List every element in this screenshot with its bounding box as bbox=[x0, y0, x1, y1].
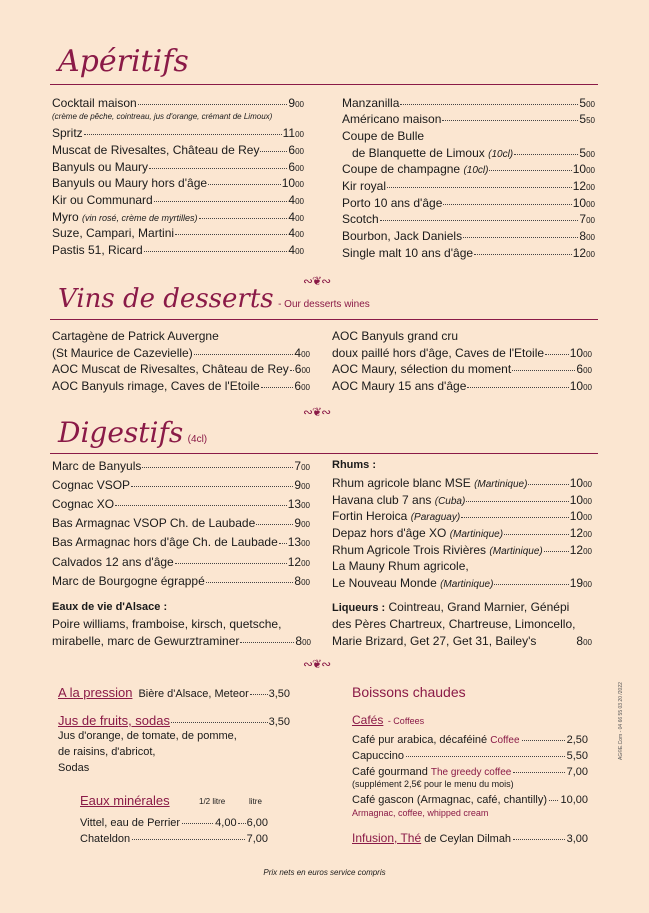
item-cocktail-maison: Cocktail maison 900 bbox=[52, 96, 304, 110]
rhums-title: Rhums : bbox=[332, 459, 376, 471]
item-doux-paille: doux paillé hors d'âge, Caves de l'Etoile 1000 bbox=[332, 346, 592, 360]
item-armagnac-vsop: Bas Armagnac VSOP Ch. de Laubade 900 bbox=[52, 516, 310, 530]
cafes-title: Cafés bbox=[352, 713, 384, 727]
liqueurs-title: Liqueurs : bbox=[332, 602, 386, 614]
cafe-arabica: Café pur arabica, décaféiné Coffee 2,50 bbox=[352, 734, 588, 746]
desserts-rule bbox=[50, 319, 598, 320]
item-st-maurice: (St Maurice de Cazevielle) 400 bbox=[52, 346, 310, 360]
alsace-line-2: mirabelle, marc de Gewurztraminer 800 bbox=[52, 634, 311, 648]
jus-line-1: Jus d'orange, de tomate, de pomme, bbox=[58, 730, 237, 742]
item-aoc-muscat: AOC Muscat de Rivesaltes, Château de Rey 600 bbox=[52, 362, 311, 376]
pression-label: Bière d'Alsace, Meteor bbox=[138, 688, 249, 700]
item-banyuls: Banyuls ou Maury 600 bbox=[52, 160, 304, 174]
desserts-subtitle: - Our desserts wines bbox=[278, 299, 370, 310]
item-kir: Kir ou Communard 400 bbox=[52, 193, 304, 207]
ornament-3: ∾❦∾ bbox=[303, 657, 331, 671]
jus-line-2: de raisins, d'abricot, bbox=[58, 746, 156, 758]
digestifs-title: Digestifs bbox=[58, 416, 184, 449]
item-bourbon: Bourbon, Jack Daniels 800 bbox=[342, 229, 595, 243]
item-porto: Porto 10 ans d'âge 1000 bbox=[342, 196, 595, 210]
aperitifs-rule bbox=[50, 84, 598, 85]
item-champagne: Coupe de champagne (10cl) 1000 bbox=[342, 162, 595, 176]
item-myro: Myro (vin rosé, crème de myrtilles) 400 bbox=[52, 210, 304, 224]
item-cognac-vsop: Cognac VSOP 900 bbox=[52, 478, 310, 492]
item-cognac-xo: Cognac XO 1300 bbox=[52, 497, 310, 511]
liqueurs-line-2: des Pères Chartreux, Chartreuse, Limoncello, bbox=[332, 617, 576, 631]
side-credit: AG©E.Com - 04 66 55 03 20 /2022 bbox=[618, 682, 624, 760]
ornament-2: ∾❦∾ bbox=[303, 405, 331, 419]
pression-dots bbox=[250, 694, 268, 695]
eaux-col-full: litre bbox=[249, 797, 262, 806]
cocktail-note: (crème de pêche, cointreau, jus d'orange, crémant de Limoux) bbox=[52, 112, 273, 121]
item-coupe-bulle: Coupe de Bulle bbox=[342, 129, 425, 143]
item-nouveau-monde: Le Nouveau Monde (Martinique) 1900 bbox=[332, 576, 592, 590]
desserts-title-wrap bbox=[58, 284, 370, 314]
item-banyuls-hors-age: Banyuls ou Maury hors d'âge 1000 bbox=[52, 176, 304, 190]
item-trois-rivieres: Rhum Agricole Trois Rivières (Martinique) 1200 bbox=[332, 543, 592, 557]
item-rhum-mse: Rhum agricole blanc MSE (Martinique) 1000 bbox=[332, 476, 592, 490]
item-aoc-maury: AOC Maury, sélection du moment 600 bbox=[332, 362, 592, 376]
jus-dots bbox=[171, 722, 268, 723]
infusion-row bbox=[352, 831, 588, 845]
alsace-title: Eaux de vie d'Alsace : bbox=[52, 601, 168, 613]
item-spritz: Spritz 1100 bbox=[52, 126, 304, 140]
cafe-capuccino: Capuccino 5,50 bbox=[352, 750, 588, 762]
item-single-malt: Single malt 10 ans d'âge 1200 bbox=[342, 246, 595, 260]
item-depaz: Depaz hors d'âge XO (Martinique) 1200 bbox=[332, 526, 592, 540]
eaux-title: Eaux minérales bbox=[80, 793, 170, 808]
item-kir-royal: Kir royal 1200 bbox=[342, 179, 595, 193]
chaudes-title: Boissons chaudes bbox=[352, 684, 466, 700]
item-scotch: Scotch 700 bbox=[342, 212, 595, 226]
desserts-title: Vins de desserts bbox=[58, 284, 274, 314]
eaux-col-half: 1/2 litre bbox=[199, 797, 226, 806]
item-manzanilla: Manzanilla 500 bbox=[342, 96, 595, 110]
liqueurs-text-1: Cointreau, Grand Marnier, Génépi bbox=[388, 600, 570, 614]
digestifs-title-wrap bbox=[58, 416, 207, 449]
pression-block bbox=[58, 685, 290, 700]
item-americano: Américano maison 550 bbox=[342, 112, 595, 126]
cafes-heading bbox=[352, 711, 424, 729]
item-pastis: Pastis 51, Ricard 400 bbox=[52, 243, 304, 257]
item-la-mauny: La Mauny Rhum agricole, bbox=[332, 559, 469, 573]
digestifs-subtitle: (4cl) bbox=[187, 434, 208, 445]
item-cartagene: Cartagène de Patrick Auvergne bbox=[52, 329, 219, 343]
liqueurs-line-3: Marie Brizard, Get 27, Get 31, Bailey's 800 bbox=[332, 634, 592, 648]
cafe-gourmand: Café gourmand The greedy coffee 7,00 bbox=[352, 766, 588, 778]
aperitifs-title: Apéritifs bbox=[58, 44, 189, 79]
footer-text: Prix nets en euros service compris bbox=[263, 868, 386, 877]
ornament-1: ∾❦∾ bbox=[303, 274, 331, 288]
item-banyuls-grand-cru: AOC Banyuls grand cru bbox=[332, 329, 459, 343]
item-blanquette: de Blanquette de Limoux (10cl) 500 bbox=[352, 146, 595, 160]
liqueurs-line-1 bbox=[332, 600, 569, 615]
item-aoc-maury-15: AOC Maury 15 ans d'âge 1000 bbox=[332, 379, 592, 393]
item-muscat: Muscat de Rivesaltes, Château de Rey 600 bbox=[52, 143, 304, 157]
item-marc-banyuls: Marc de Banyuls 700 bbox=[52, 459, 310, 473]
infusion-label: de Ceylan Dilmah bbox=[424, 833, 512, 845]
eaux-row-chateldon: Chateldon 7,00 bbox=[80, 833, 268, 845]
item-fortin: Fortin Heroica (Paraguay) 1000 bbox=[332, 509, 592, 523]
item-calvados: Calvados 12 ans d'âge 1200 bbox=[52, 555, 310, 569]
alsace-line-1: Poire williams, framboise, kirsch, quetsche, bbox=[52, 617, 282, 631]
cafes-subtitle: - Coffees bbox=[387, 716, 425, 726]
cafe-gascon-en: Armagnac, coffee, whipped cream bbox=[352, 808, 489, 818]
pression-title: A la pression bbox=[58, 685, 133, 700]
pression-price: 3,50 bbox=[268, 688, 290, 700]
item-armagnac-hors-age: Bas Armagnac hors d'âge Ch. de Laubade 1300 bbox=[52, 535, 310, 549]
item-havana: Havana club 7 ans (Cuba) 1000 bbox=[332, 493, 592, 507]
infusion-price: 3,00 bbox=[566, 833, 588, 845]
item-aoc-banyuls-rimage: AOC Banyuls rimage, Caves de l'Etoile 600 bbox=[52, 379, 310, 393]
item-suze: Suze, Campari, Martini 400 bbox=[52, 226, 304, 240]
jus-price: 3,50 bbox=[268, 716, 290, 728]
digestifs-rule bbox=[50, 453, 598, 454]
jus-title: Jus de fruits, sodas bbox=[58, 713, 170, 728]
jus-line-3: Sodas bbox=[58, 762, 90, 774]
item-marc-bourgogne: Marc de Bourgogne égrappé 800 bbox=[52, 574, 310, 588]
infusion-title: Infusion, Thé bbox=[352, 831, 422, 845]
cafe-gourmand-note: (supplément 2,5€ pour le menu du mois) bbox=[352, 779, 514, 789]
cafe-gascon: Café gascon (Armagnac, café, chantilly) 10,00 bbox=[352, 794, 588, 806]
jus-block bbox=[58, 713, 290, 728]
eaux-row-vittel: Vittel, eau de Perrier 4,00 6,00 bbox=[80, 817, 268, 829]
